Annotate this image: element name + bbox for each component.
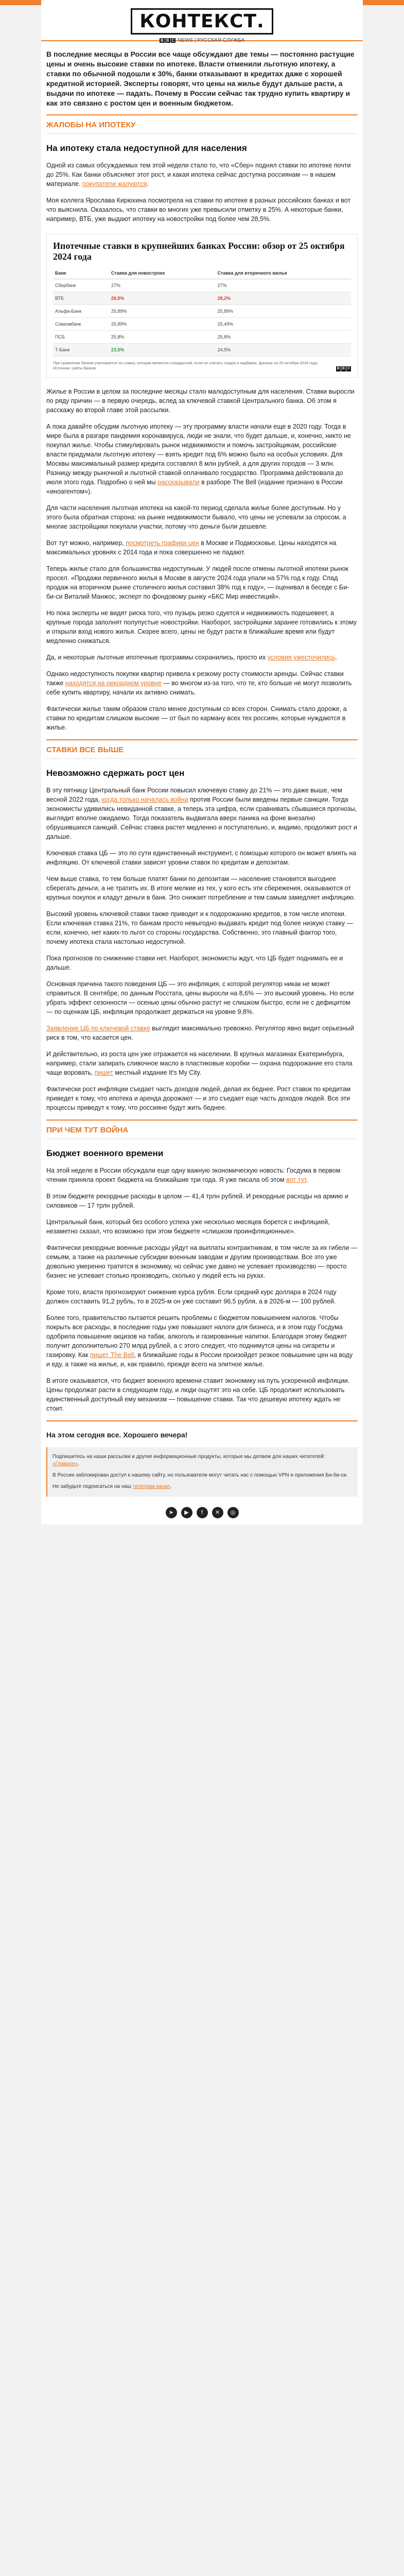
newsletter-card: [41, 0, 363, 1524]
table-cell: 25,8%: [109, 331, 216, 344]
section-title-3: Бюджет военного времени: [46, 1148, 164, 1158]
paragraph: Да, и некоторые льготные ипотечные программы сохранились, просто их условия ужесточились.: [46, 654, 337, 661]
table-row: [53, 318, 351, 331]
paragraph: Фактически рост инфляции съедает часть доходов людей, делая их беднее. Рост ставок по кредитам приведет к тому, что ипотека и аренда дорожают — и это съедает еще часть доходов людей. Все эти процессы приведут к тому, что россияне будут жить беднее.: [46, 1086, 351, 1111]
table-cell: 27%: [216, 279, 351, 292]
bbc-logo: B B C: [337, 367, 350, 370]
info-line: В России заблокирован доступ к нашему сайту, но пользователи могут читать нас с помощью VPN и приложения Би-би-си.: [52, 1472, 348, 1478]
byline-text: NEWS | РУССКАЯ СЛУЖБА: [178, 38, 245, 43]
table-row: [53, 331, 351, 344]
instagram-icon[interactable]: ◎: [227, 1507, 239, 1518]
paragraph: Однако недоступность покупки квартир привела к резкому росту стоимости аренды. Сейчас ставки также находятся на рекордном уровне — во многом из-за того, что те, кто больше не могут позволить себе купить квартиру, начали их активно снимать.: [46, 670, 352, 696]
table-cell: 25,8%: [216, 331, 351, 344]
table-note: [53, 357, 351, 371]
bbc-logo-b1: B: [160, 38, 164, 43]
paragraph: В эту пятницу Центральный банк России повысил ключевую ставку до 21% — это даже выше, чем весной 2022 года, когда только началась война против России были введены первые санкции. Тогда экономисты удивились невиданной ставке, а теперь эта цифра, если сравнивать сбывшиеся прогнозы, выглядит вполне ожидаемо. Тогда показатель выдвигала вверх паника на фоне внезапно обрушившихся санкций. Сейчас ставка растет медленно и поступательно, и, видимо, продолжит рост и дальше.: [46, 787, 357, 840]
section-title-2: Невозможно сдержать рост цен: [46, 768, 185, 778]
section-tag-1: ЖАЛОБЫ НА ИПОТЕКУ: [46, 121, 136, 129]
social-links: [41, 1503, 363, 1524]
mortgage-rates-table-card: [46, 234, 358, 378]
paragraph: И действительно, из роста цен уже отражается на населении. В крупных магазинах Екатеринбурга, например, стали запирать сливочное масло в пластиковые коробки — охрана подорожание его стала чаще воровать, пишет местный издание It's My City.: [46, 1050, 353, 1076]
bbc-logo-c: C: [171, 38, 175, 43]
inline-link[interactable]: пишет: [94, 1069, 113, 1076]
inline-link[interactable]: когда только началась война: [101, 796, 188, 803]
inline-link[interactable]: находятся на рекордном уровне: [65, 680, 162, 687]
inline-link[interactable]: условия ужесточились: [267, 654, 336, 661]
x-icon[interactable]: ✕: [212, 1507, 223, 1518]
table-header-row: [53, 267, 351, 279]
paragraph: Вот тут можно, например, посмотреть графики цен в Москве и Подмосковье. Цены находятся на максимальных уровнях с 2014 года и пока совершенно не падают.: [46, 539, 337, 556]
section-title-1: На ипотеку стала недоступной для населения: [46, 143, 247, 153]
table-cell: Альфа-Банк: [53, 305, 109, 318]
paragraph: Одной из самых обсуждаемых тем этой недели стало то, что «Сбер» поднял ставки по ипотеке почти до 25%. Как банки объясняют этот рост, и какая ипотека сейчас доступна россиянам — в нашем материале. покупатели жалуются.: [46, 162, 351, 188]
inline-link[interactable]: рассказывали: [157, 479, 200, 486]
table-cell: Совкомбанк: [53, 318, 109, 331]
paragraph: Моя коллега Ярослава Кирюхина посмотрела на ставки по ипотеке в разных российских банках и вот что выяснила. Оказалось, что ставки во многих уже превысили отметку в 25%. А некоторые банки, например, ВТБ, уже выдают ипотеку на новостройки под более чем 28,5%.: [46, 197, 351, 223]
mortgage-rates-table: [53, 267, 351, 357]
info-line: Подпишитесь на наши рассылки и другие информационные продукты, которые мы делаем для наших читателей: «Главное».: [52, 1454, 325, 1467]
table-cell: 23,5%: [109, 344, 216, 357]
table-cell: ПСБ: [53, 331, 109, 344]
inline-link[interactable]: «Главное»: [52, 1461, 78, 1467]
telegram-icon[interactable]: ➤: [166, 1507, 177, 1518]
section-tag-3: ПРИ ЧЕМ ТУТ ВОЙНА: [46, 1126, 129, 1134]
paragraph: Высокий уровень ключевой ставки также приводит и к подорожанию кредитов, в том числе ипотеки. Если ключевая ставка 21%, то банкам просто невыгодно выдавать кредит под более низкую ставку — если, конечно, нет каких-то льгот со стороны государства. Собственно, это главный фактор того, почему ипотека стала настолько недоступной.: [46, 910, 354, 945]
table-row: [53, 279, 351, 292]
paragraph: Теперь жилье стало для большинства недоступным. У людей после отмены льготной ипотеки рынок просел. «Продажи первичного жилья в Москве в августе 2024 года упали на 57% год к году. Спад продаж на вторичном рынке столичного жилья составил 38% год к году», — оценивал в беседе с Би-би-си Виталий Манжос, эксперт по фондовому рынку «БКС Мир инвестиций».: [46, 565, 349, 600]
table-note-text: При сравнении банков учитывается та ставка, которая является стандартной, если не считать скидок и надбавок. Данные на 25 октября 2024 года.: [53, 361, 319, 365]
table-cell: Сбербанк: [53, 279, 109, 292]
section3-body: [41, 1166, 363, 1420]
paragraph: В этом бюджете рекордные расходы в целом — 41,4 трлн рублей. И рекордные расходы на армию и силовиков — 17 трлн рублей.: [46, 1193, 348, 1209]
section2-body: [41, 786, 363, 1120]
paragraph: Ключевая ставка ЦБ — это по сути единственный инструмент, с помощью которого он может влиять на инфляцию. От ключевой ставки зависят уровни ставок по кредитам и депозитам.: [46, 850, 357, 866]
table-header-cell: Ставка для новостроек: [109, 267, 216, 279]
paragraph: Фактически рекордные военные расходы уйдут на выплаты контрактникам, в том числе за их гибели — семьям, а также на различные субсидии военным заводам и другим производствам. Все это уже довольно умеренно тратится в экономику, но сейчас уже давно не успевает производство — просто бизнес не успевает столько производить, сколько у людей есть на руках.: [46, 1244, 358, 1279]
inline-link[interactable]: телеграм-канал: [132, 1484, 170, 1489]
section1b-body: [41, 387, 363, 739]
table-cell: 25,89%: [216, 305, 351, 318]
inline-link[interactable]: пишет The Bell: [90, 1351, 134, 1359]
newsletter-header: [41, 0, 363, 41]
table-title: Ипотечные ставки в крупнейших банках России: обзор от 25 октября 2024 года: [53, 241, 345, 262]
table-cell: 28,5%: [109, 292, 216, 305]
table-cell: 28,2%: [216, 292, 351, 305]
paragraph: Основная причина такого поведения ЦБ — это инфляция, с которой регулятор никак не может справиться. В сентябре, по данным Росстата, цены выросли на 8,6% — это высокий уровень. Но если убрать эффект сезонности — осенью цены обычно растут не слишком быстро, если не с дефицитом — по оценкам ЦБ, инфляция продолжает держаться на уровне 9,8%.: [46, 980, 354, 1015]
paragraph: Жилье в России в целом за последние месяцы стало малодоступным для населения. Ставки выросли по ряду причин — в первую очередь, вслед за ключевой ставкой Центрального банка. Об этом я расскажу во второй главе этой рассылки.: [46, 388, 355, 414]
inline-link[interactable]: посмотреть графики цен: [126, 539, 199, 547]
kontekst-logo[interactable]: КОНТЕКСТ.: [131, 8, 273, 35]
paragraph: Фактически жилье таким образом стало менее доступным со всех сторон. Снимать стало дороже, а ставки по кредитам слишком высокие — от был по карману всех тех россиян, которые нуждаются в жилье.: [46, 705, 347, 731]
table-cell: 25,89%: [109, 318, 216, 331]
paragraph: Более того, правительство пытается решить проблемы с бюджетом повышением налогов. Чтобы покрыть все расходы, в последние годы уже повышают налоги для бизнеса, и в этом году Госдума одобрила повышение акцизов на табак, алкоголь и газированные напитки. Благодаря этому бюджет получит дополнительно 270 млрд рублей, а с этого следует, что поднимутся цены на сигареты и газировку. Как пишет The Bell, в ближайшие годы в России произойдет резкое повышение цен на воду и еду, а также на жилье, и, как правило, прежде всего на элитное жилье.: [46, 1314, 353, 1368]
table-cell: ВТБ: [53, 292, 109, 305]
table-header-cell: Банк: [53, 267, 109, 279]
paragraph: Пока прогнозов по снижению ставки нет. Наоборот, экономисты ждут, что ЦБ будет поднимать ее и дальше.: [46, 955, 343, 971]
paragraph: Для части населения льготная ипотека на какой-то период сделала жилье более доступным. Но у этого была обратная сторона: на рынке недвижимости бывало, что цены не успевали за спросом, а многие застройщики покупали участки, потому что деньги были дешевле.: [46, 504, 346, 530]
paragraph: Но пока эксперты не видят риска того, что пузырь резко сдуется и недвижимость подешевеет, а крупные города заполнят полупустые новостройки. Наоборот, застройщики заранее готовились к этому и открыли вход нового жилья. Скорее всего, цены не будут расти в ближайшие время или будут медленно снижаться.: [46, 609, 357, 645]
inline-link[interactable]: покупатели жалуются: [82, 180, 147, 188]
table-source: Источник: сайты банков: [53, 366, 96, 370]
youtube-icon[interactable]: ▶: [181, 1507, 192, 1518]
lead-paragraph: В последние месяцы в России все чаще обсуждают две темы — постоянно растущие цены и очень высокие ставки по ипотеке. Власти отменили льготную ипотеку, а ставки по обычной подошли к 30%, банки отказывают в кредитах даже с хорошей кредитной историей. Эксперты говорят, что цены на жилье будут дальше расти, а выдачи по ипотеке — падать. Почему в России сейчас так трудно купить квартиру и как это связано с ростом цен и военным бюджетом.: [46, 50, 355, 107]
paragraph: Чем выше ставка, то тем больше платят банки по депозитам — население становится выгоднее сберегать деньги, а не тратить их. В итоге мелкие из тех, у кого есть эти сбережения, оказываются от крупных покупок и кладут деньги в банк. Это снижает потребление и тем самым замедляет инфляцию.: [46, 875, 356, 901]
table-header-cell: Ставка для вторичного жилья: [216, 267, 351, 279]
section1-body: [41, 161, 363, 231]
table-cell: Т-Банк: [53, 344, 109, 357]
paragraph: Кроме того, власти прогнозируют снижение курса рубля. Если средний курс доллара в 2024 году должен составить 91,2 рубль, то в 2025-м он уже составит 96,5 рубля, а в 2026-м — 100 рублей.: [46, 1289, 337, 1305]
table-cell: 25,89%: [109, 305, 216, 318]
inline-link[interactable]: вот тут: [286, 1176, 307, 1183]
paragraph: На этой неделе в России обсуждали еще одну важную экономическую новость: Госдума в первом чтении приняла проект бюджета на ближайшие три года. Я уже писала об этом вот тут.: [46, 1167, 341, 1183]
subscribe-info-box: [46, 1447, 358, 1497]
sign-off: На этом сегодня все. Хорошего вечера!: [46, 1431, 188, 1439]
paragraph: Заявление ЦБ по ключевой ставке выглядит максимально тревожно. Регулятор явно видит серьезный риск в том, что касается цен.: [46, 1025, 354, 1041]
inline-link[interactable]: Заявление ЦБ по ключевой ставке: [46, 1025, 150, 1032]
table-cell: 25,49%: [216, 318, 351, 331]
paragraph: Центральный банк, который без особого успеха уже несколько месяцев борется с инфляцией, незаметно сказал, что возможно при этом бюджете «слишком проинфляционные».: [46, 1218, 330, 1235]
table-row: [53, 305, 351, 318]
section-tag-2: СТАВКИ ВСЕ ВЫШЕ: [46, 745, 124, 754]
table-cell: 24,5%: [216, 344, 351, 357]
info-line: Не забудьте подписаться на наш телеграм-канал.: [52, 1484, 172, 1489]
table-cell: 27%: [109, 279, 216, 292]
table-row: [53, 344, 351, 357]
table-row: [53, 292, 351, 305]
facebook-icon[interactable]: f: [197, 1507, 208, 1518]
paragraph: В итоге оказывается, что бюджет военного времени ставит экономику на путь ускоренной инфляции. Цены продолжат расти в следующем году, и люди ощутят это на себе. ЦБ продолжит использовать единственный доступный ему механизм — повышение ставки. Так что дешевую ипотеку ждать не стоит.: [46, 1377, 350, 1412]
paragraph: А пока давайте обсудим льготную ипотеку — эту программу власти начали еще в 2020 году. Тогда в мире была в разгаре пандемия коронавируса, люди не знали, что будет дальше, и, конечно, никто не покупал жилье. Чтобы стимулировать рынок недвижимости и помочь застройщикам, российские власти придумали льготную ипотеку — взять кредит под 6% можно было на особых условиях. Для Москвы максимальный размер кредита составлял 8 млн рублей, а для других городов — 3 млн. Разницу между рыночной и льготной ставкой оплачивало государство. Программа действовала до июля этого года. Подробно о ней мы рассказывали в разборе The Bell (издание признано в России «иноагентом»).: [46, 423, 351, 495]
bbc-logo-b2: B: [166, 38, 169, 43]
